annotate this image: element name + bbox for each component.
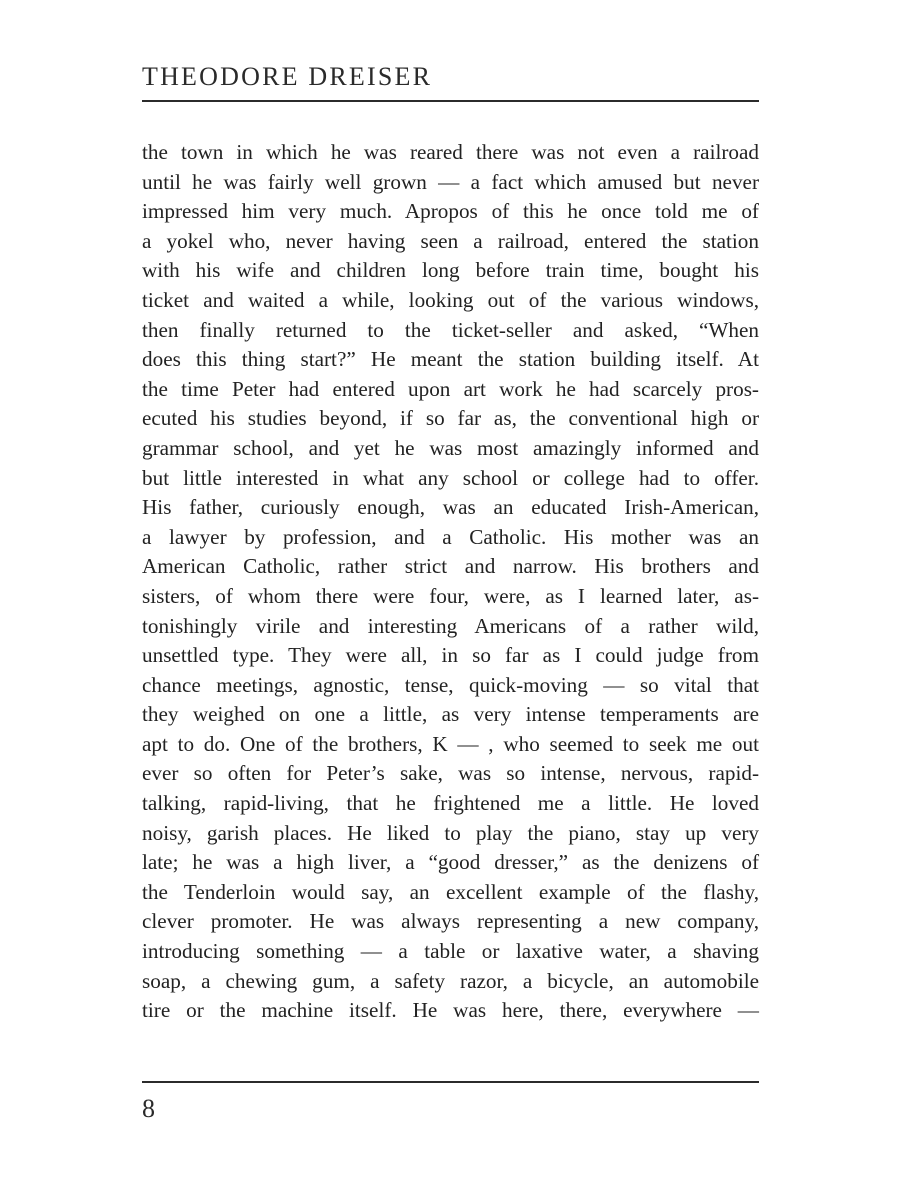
text-line: late; he was a high liver, a “good dresser,” as the denizens of: [142, 850, 759, 875]
header-rule: [142, 100, 759, 102]
text-line: with his wife and children long before train time, bought his: [142, 258, 759, 283]
text-line: introducing something — a table or laxative water, a shaving: [142, 939, 759, 964]
text-line: the time Peter had entered upon art work he had scarcely pros-: [142, 376, 759, 401]
text-line: a yokel who, never having seen a railroad, entered the station: [142, 228, 759, 253]
text-line: apt to do. One of the brothers, K — , who seemed to seek me out: [142, 731, 759, 756]
text-line: ever so often for Peter’s sake, was so intense, nervous, rapid-: [142, 761, 759, 786]
text-line: chance meetings, agnostic, tense, quick-moving — so vital that: [142, 672, 759, 697]
text-line: American Catholic, rather strict and narrow. His brothers and: [142, 554, 759, 579]
text-line: a lawyer by profession, and a Catholic. His mother was an: [142, 524, 759, 549]
text-line: the town in which he was reared there was not even a railroad: [142, 140, 759, 164]
text-line: until he was fairly well grown — a fact which amused but never: [142, 169, 759, 194]
text-line: does this thing start?” He meant the station building itself. At: [142, 347, 759, 372]
text-line: noisy, garish places. He liked to play the piano, stay up very: [142, 820, 759, 845]
text-line: tonishingly virile and interesting Americans of a rather wild,: [142, 613, 759, 638]
text-line: but little interested in what any school or college had to offer.: [142, 465, 759, 490]
footer-rule: [142, 1081, 759, 1083]
text-line: His father, curiously enough, was an educated Irish-American,: [142, 495, 759, 520]
text-line: then finally returned to the ticket-seller and asked, “When: [142, 317, 759, 342]
text-line: talking, rapid-living, that he frightened me a little. He loved: [142, 791, 759, 816]
text-line: ecuted his studies beyond, if so far as, the conventional high or: [142, 406, 759, 431]
text-line: ticket and waited a while, looking out of the various windows,: [142, 287, 759, 312]
text-line: grammar school, and yet he was most amazingly informed and: [142, 435, 759, 460]
text-line: clever promoter. He was always representing a new company,: [142, 909, 759, 934]
page-number: 8: [142, 1094, 155, 1123]
text-line: the Tenderloin would say, an excellent example of the flashy,: [142, 879, 759, 904]
text-line: sisters, of whom there were four, were, as I learned later, as-: [142, 583, 759, 608]
text-line: unsettled type. They were all, in so far as I could judge from: [142, 643, 759, 668]
text-line: soap, a chewing gum, a safety razor, a bicycle, an automobile: [142, 968, 759, 993]
body-text: [142, 138, 759, 1026]
text-line: they weighed on one a little, as very intense temperaments are: [142, 702, 759, 727]
running-header-title: THEODORE DREISER: [142, 62, 433, 91]
text-line: tire or the machine itself. He was here, there, everywhere —: [142, 998, 759, 1023]
text-line: impressed him very much. Apropos of this he once told me of: [142, 199, 759, 224]
